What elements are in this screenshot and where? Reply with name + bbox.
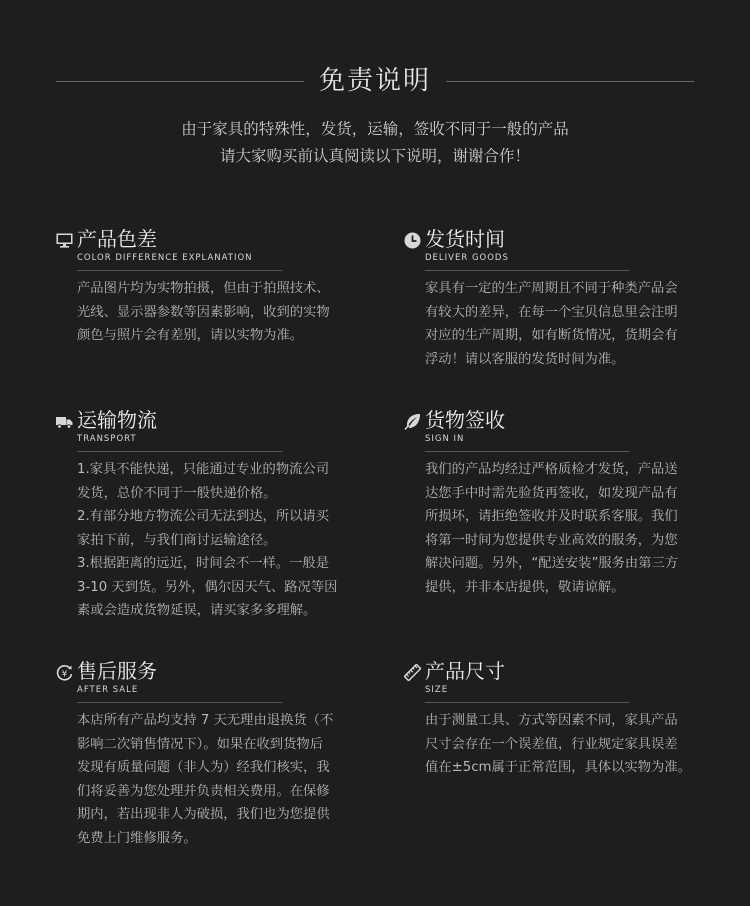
body-line: 们将妥善为您处理并负责相关费用。在保修 — [77, 783, 330, 799]
body-line: 光线、显示器参数等因素影响，收到的实物 — [77, 304, 330, 320]
body-line: 我们的产品均经过严格质检才发货，产品送 — [425, 462, 678, 477]
body-line: 影响二次销售情况下）。如果在收到货物后 — [77, 736, 323, 752]
section-title: 售后服务 — [77, 659, 157, 683]
body-line: 期内，若出现非人为破损，我们也为您提供 — [77, 807, 330, 822]
section-transport — [56, 410, 356, 623]
section-title: 产品尺寸 — [425, 659, 505, 683]
body-line: 发货，总价不同于一般快递价格。 — [77, 485, 277, 501]
body-line: 达您手中时需先验货再签收，如发现产品有 — [425, 485, 678, 501]
body-line: 有较大的差异，在每一个宝贝信息里会注明 — [425, 304, 678, 320]
section-divider — [77, 451, 282, 452]
body-line: 3.根据距离的远近，时间会不一样。一般是 — [77, 556, 330, 571]
section-title: 产品色差 — [77, 227, 157, 251]
section-size — [404, 661, 704, 780]
body-line: 2.有部分地方物流公司无法到达，所以请买 — [77, 509, 330, 524]
body-line: 由于测量工具、方式等因素不同，家具产品 — [425, 713, 678, 728]
section-after-sale — [56, 661, 356, 850]
body-line: 对应的生产周期，如有断货情况，货期会有 — [425, 328, 678, 343]
section-subtitle: DELIVER GOODS — [425, 253, 509, 263]
section-subtitle: COLOR DIFFERENCE EXPLANATION — [77, 253, 253, 263]
section-subtitle: SIZE — [425, 685, 449, 695]
section-body — [425, 458, 705, 599]
body-line: 3-10 天到货。另外，偶尔因天气、路况等因 — [77, 579, 338, 595]
section-body — [425, 709, 705, 780]
body-line: 本店所有产品均支持 7 天无理由退换货（不 — [77, 713, 334, 728]
section-body — [425, 277, 705, 371]
section-title: 发货时间 — [425, 227, 505, 251]
section-title: 运输物流 — [77, 408, 157, 432]
section-body — [77, 709, 357, 850]
truck-icon — [56, 413, 73, 430]
body-line: 值在±5cm属于正常范围，具体以实物为准。 — [425, 760, 691, 775]
section-subtitle: TRANSPORT — [77, 434, 137, 444]
body-line: 尺寸会存在一个误差值，行业规定家具误差 — [425, 736, 678, 752]
body-line: 免费上门维修服务。 — [77, 830, 197, 846]
body-line: 家具有一定的生产周期且不同于种类产品会 — [425, 281, 678, 296]
svg-text:¥: ¥ — [61, 669, 68, 680]
section-title: 货物签收 — [425, 408, 505, 432]
section-subtitle: AFTER SALE — [77, 685, 139, 695]
intro-line-1: 由于家具的特殊性，发货，运输，签收不同于一般的产品 — [181, 120, 569, 138]
intro-line-2: 请大家购买前认真阅读以下说明，谢谢合作！ — [219, 147, 530, 165]
body-line: 产品图片均为实物拍摄，但由于拍照技术、 — [77, 281, 330, 296]
clock-icon — [404, 232, 421, 249]
leaf-pen-icon — [404, 413, 421, 430]
page-title: 免责说明 — [318, 66, 431, 96]
body-line: 解决问题。另外，“配送安装”服务由第三方 — [425, 556, 679, 571]
body-line: 素或会造成货物延误，请买家多多理解。 — [77, 603, 317, 618]
section-deliver-goods — [404, 229, 704, 371]
section-color-difference — [56, 229, 356, 348]
section-divider — [425, 451, 630, 452]
section-body — [77, 277, 357, 348]
section-divider — [77, 702, 282, 703]
ruler-icon — [404, 664, 421, 681]
yen-refresh-icon — [56, 664, 73, 681]
body-line: 家拍下前，与我们商讨运输途径。 — [77, 532, 277, 548]
body-line: 所损坏，请拒绝签收并及时联系客服。我们 — [425, 509, 678, 524]
body-line: 发现有质量问题（非人为）经我们核实，我 — [77, 760, 330, 775]
section-body — [77, 458, 357, 623]
body-line: 浮动！请以客服的发货时间为准。 — [425, 351, 625, 367]
section-subtitle: SIGN IN — [425, 434, 465, 444]
monitor-icon — [56, 232, 73, 249]
section-divider — [77, 270, 282, 271]
body-line: 提供，并非本店提供，敬请谅解。 — [425, 579, 625, 595]
section-divider — [425, 270, 630, 271]
body-line: 颜色与照片会有差别，请以实物为准。 — [77, 328, 304, 343]
intro-text — [0, 116, 750, 170]
section-sign-in — [404, 410, 704, 599]
section-divider — [425, 702, 630, 703]
body-line: 1.家具不能快递，只能通过专业的物流公司 — [77, 462, 330, 477]
body-line: 将第一时间为您提供专业高效的服务，为您 — [425, 532, 678, 548]
